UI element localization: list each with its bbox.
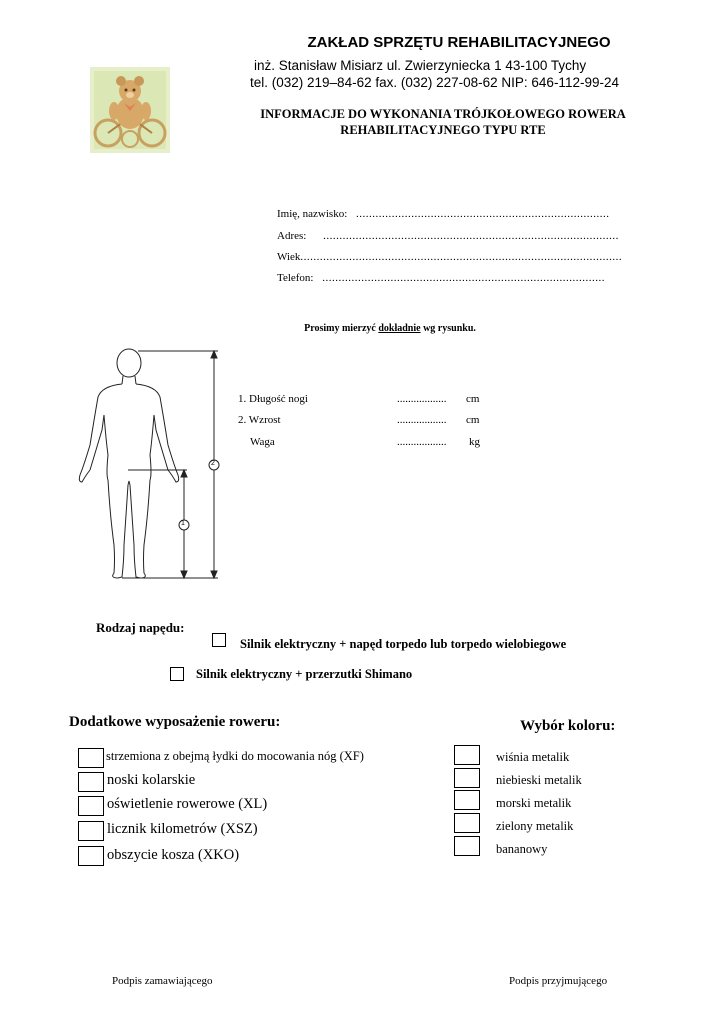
height-dots[interactable]: .................. — [397, 414, 447, 426]
color-banana-checkbox[interactable] — [454, 836, 480, 856]
instruction-emphasis: dokładnie — [378, 323, 421, 334]
form-title-line2: REHABILITACYJNEGO TYPU RTE — [340, 123, 546, 137]
measure-instruction — [0, 323, 724, 334]
extra-toe-clips-label: noski kolarskie — [107, 772, 196, 788]
leg-length-label: 1. Długość nogi — [238, 393, 308, 405]
extra-lighting-checkbox[interactable] — [78, 796, 104, 816]
name-label: Imię, nazwisko: — [277, 208, 348, 220]
weight-unit: kg — [469, 436, 480, 448]
drive-option-1-checkbox[interactable] — [212, 633, 226, 647]
extra-odometer-checkbox[interactable] — [78, 821, 104, 841]
phone-label: Telefon: — [277, 272, 314, 284]
leg-length-dots[interactable]: .................. — [397, 393, 447, 405]
extra-basket-cover-checkbox[interactable] — [78, 846, 104, 866]
extra-footrests-checkbox[interactable] — [78, 748, 104, 768]
color-cherry-checkbox[interactable] — [454, 745, 480, 765]
extra-toe-clips-checkbox[interactable] — [78, 772, 104, 792]
instruction-post: wg rysunku. — [420, 323, 476, 334]
signature-orderer: Podpis zamawiającego — [112, 975, 213, 987]
extra-lighting-label: oświetlenie rowerowe (XL) — [107, 796, 268, 812]
address-label: Adres: — [277, 230, 307, 242]
extras-heading: Dodatkowe wyposażenie roweru: — [69, 714, 281, 730]
color-green-checkbox[interactable] — [454, 813, 480, 833]
company-address: inż. Stanisław Misiarz ul. Zwierzyniecka 1 43-100 Tychy — [254, 58, 587, 73]
address-dots: ........................................................................................... — [323, 230, 619, 242]
instruction-pre: Prosimy mierzyć — [304, 323, 379, 334]
leg-length-unit: cm — [466, 393, 480, 405]
age-dots: ................................................................................................... — [300, 251, 623, 263]
color-green-label: zielony metalik — [496, 819, 574, 833]
extra-odometer-label: licznik kilometrów (XSZ) — [107, 821, 258, 837]
color-sea-label: morski metalik — [496, 796, 572, 810]
address-field[interactable] — [277, 230, 619, 242]
company-name: ZAKŁAD SPRZĘTU REHABILITACYJNEGO — [307, 34, 611, 51]
age-label: Wiek — [277, 251, 301, 263]
signature-receiver: Podpis przyjmującego — [509, 975, 608, 987]
weight-label: Waga — [250, 436, 275, 448]
extra-footrests-label: strzemiona z obejmą łydki do mocowania nóg (XF) — [106, 749, 364, 763]
color-banana-label: bananowy — [496, 842, 548, 856]
company-contact: tel. (032) 219–84-62 fax. (032) 227-08-62 NIP: 646-112-99-24 — [250, 75, 619, 90]
color-blue-checkbox[interactable] — [454, 768, 480, 788]
height-label: 2. Wzrost — [238, 414, 281, 426]
weight-dots[interactable]: .................. — [397, 436, 447, 448]
height-unit: cm — [466, 414, 480, 426]
marker-1-label: 1 — [181, 520, 185, 527]
extra-basket-cover-label: obszycie kosza (XKO) — [107, 847, 240, 863]
name-field[interactable] — [277, 208, 610, 220]
phone-dots: ....................................................................................... — [322, 272, 605, 284]
drive-heading: Rodzaj napędu: — [96, 620, 185, 635]
body-figure-icon — [72, 345, 232, 585]
form-title-line1: INFORMACJE DO WYKONANIA TRÓJKOŁOWEGO ROWERA — [260, 107, 626, 121]
color-cherry-label: wiśnia metalik — [496, 750, 570, 764]
marker-2-label: 2 — [211, 460, 215, 467]
colors-heading: Wybór koloru: — [520, 718, 616, 734]
drive-option-2-checkbox[interactable] — [170, 667, 184, 681]
color-sea-checkbox[interactable] — [454, 790, 480, 810]
phone-field[interactable] — [277, 272, 605, 284]
color-blue-label: niebieski metalik — [496, 773, 582, 787]
age-field[interactable] — [277, 251, 622, 263]
drive-option-2-label: Silnik elektryczny + przerzutki Shimano — [196, 667, 413, 681]
drive-option-1-label: Silnik elektryczny + napęd torpedo lub torpedo wielobiegowe — [240, 637, 567, 651]
name-dots: .............................................................................. — [356, 208, 610, 220]
